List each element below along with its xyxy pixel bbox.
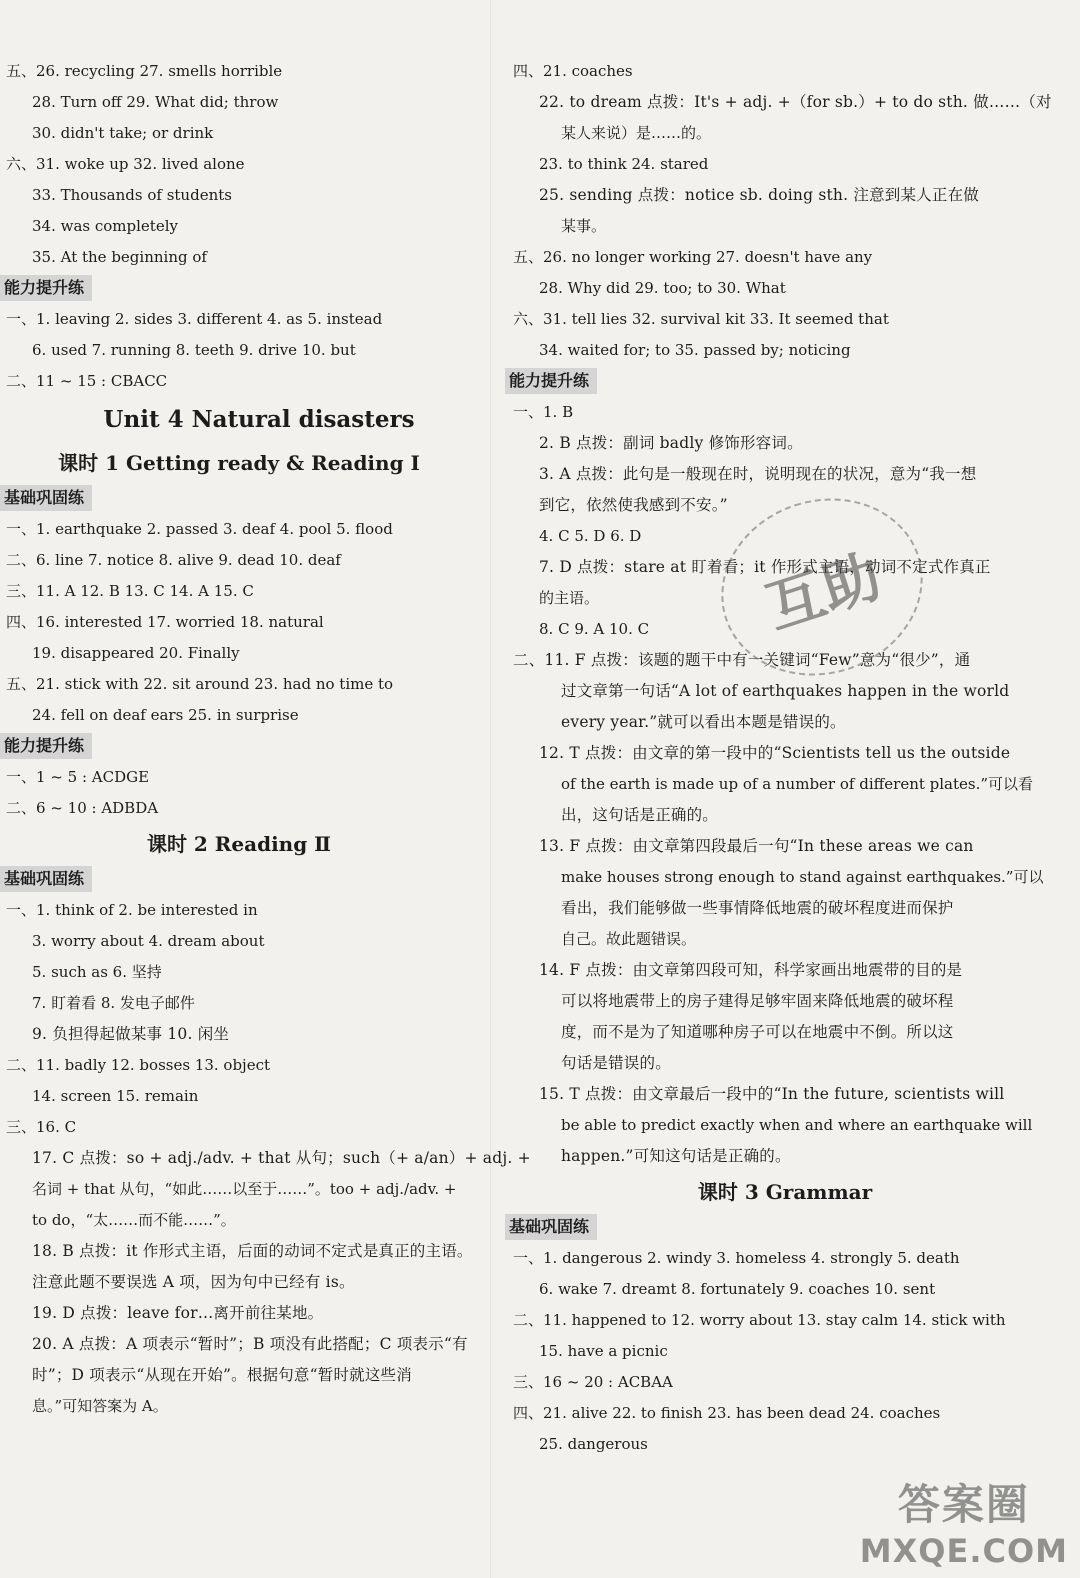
answer-line: be able to predict exactly when and where an earthquake will (561, 1116, 1033, 1134)
answer-line: 一、1 ~ 5 : ACDGE (6, 768, 150, 786)
answer-line: 看出，我们能够做一些事情降低地震的破坏程度进而保护 (561, 899, 954, 917)
answer-line: of the earth is made up of a number of different plates.”可以看 (561, 775, 1034, 793)
answer-line: 时”；D 项表示“从现在开始”。根据句意“暂时就这些消 (32, 1366, 412, 1384)
answer-line: 3. worry about 4. dream about (32, 932, 265, 950)
right-column (505, 56, 1065, 1460)
answer-line: 二、11 ~ 15 : CBACC (6, 372, 168, 390)
answer-line: 三、16 ~ 20 : ACBAA (513, 1373, 673, 1391)
section-heading: 能力提升练 (0, 275, 92, 301)
answer-line: 到它，依然使我感到不安。” (539, 496, 728, 514)
answer-line: 28. Turn off 29. What did; throw (32, 93, 279, 111)
answer-line: 五、26. recycling 27. smells horrible (6, 62, 283, 80)
answer-line: 三、16. C (6, 1118, 77, 1136)
answer-line: 自己。故此题错误。 (561, 930, 697, 948)
answer-line: 7. 盯着看 8. 发电子邮件 (32, 994, 195, 1012)
answer-line: to do，“太……而不能……”。 (32, 1211, 236, 1229)
lesson-title: 课时 2 Reading Ⅱ (146, 832, 332, 856)
answer-line: 19. D 点拨：leave for…离开前往某地。 (32, 1304, 324, 1322)
answer-line: 14. screen 15. remain (32, 1087, 199, 1105)
answer-line: 34. was completely (32, 217, 178, 235)
answer-line: 五、26. no longer working 27. doesn't have any (513, 248, 873, 266)
answer-line: 度，而不是为了知道哪种房子可以在地震中不倒。所以这 (561, 1023, 954, 1041)
answer-line: 23. to think 24. stared (539, 155, 709, 173)
answer-line: 3. A 点拨：此句是一般现在时，说明现在的状况，意为“我一想 (539, 465, 977, 483)
section-row (505, 1212, 1065, 1243)
answer-line: 名词 + that 从句，“如此……以至于……”。too + adj./adv. + (32, 1180, 457, 1198)
stamp-logo: 互助 (698, 473, 946, 702)
answer-line: 二、11. F 点拨：该题的题干中有一关键词“Few”意为“很少”，通 (513, 651, 971, 669)
section-row (0, 273, 478, 304)
section-row (0, 731, 478, 762)
answer-line: 8. C 9. A 10. C (539, 620, 650, 638)
answer-line: 35. At the beginning of (32, 248, 207, 266)
answer-line: every year.”就可以看出本题是错误的。 (561, 713, 846, 731)
unit-title: Unit 4 Natural disasters (103, 406, 415, 433)
answer-line: 二、6. line 7. notice 8. alive 9. dead 10. deaf (6, 551, 341, 569)
answer-line: 34. waited for; to 35. passed by; noticing (539, 341, 851, 359)
section-heading: 能力提升练 (0, 733, 92, 759)
answer-line: 二、11. badly 12. bosses 13. object (6, 1056, 271, 1074)
answer-line: happen.”可知这句话是正确的。 (561, 1147, 791, 1165)
answer-line: 4. C 5. D 6. D (539, 527, 642, 545)
section-row (0, 864, 478, 895)
answer-line: 6. wake 7. dreamt 8. fortunately 9. coaches 10. sent (539, 1280, 936, 1298)
answer-line: 24. fell on deaf ears 25. in surprise (32, 706, 299, 724)
answer-line: 息。”可知答案为 A。 (32, 1397, 168, 1415)
answer-line: 25. sending 点拨：notice sb. doing sth. 注意到某人正在做 (539, 186, 979, 204)
answer-line: 9. 负担得起做某事 10. 闲坐 (32, 1025, 230, 1043)
answer-line: make houses strong enough to stand against earthquakes.”可以 (561, 868, 1044, 886)
answer-line: 30. didn't take; or drink (32, 124, 214, 142)
answer-line: 句话是错误的。 (561, 1054, 671, 1072)
answer-line: 某人来说）是……的。 (561, 124, 712, 142)
answer-line: 四、21. coaches (513, 62, 633, 80)
answer-line: 13. F 点拨：由文章第四段最后一句“In these areas we can (539, 837, 974, 855)
answer-line: 6. used 7. running 8. teeth 9. drive 10. but (32, 341, 356, 359)
answer-line: 一、1. leaving 2. sides 3. different 4. as 5. instead (6, 310, 383, 328)
left-column (0, 56, 531, 1422)
answer-line: 三、11. A 12. B 13. C 14. A 15. C (6, 582, 254, 600)
watermark-url: MXQE.COM (859, 1532, 1068, 1570)
answer-line: 28. Why did 29. too; to 30. What (539, 279, 786, 297)
watermark-title: 答案圈 (897, 1480, 1030, 1529)
answer-line: 33. Thousands of students (32, 186, 232, 204)
answer-line: 5. such as 6. 坚持 (32, 963, 162, 981)
answer-line: 17. C 点拨：so + adj./adv. + that 从句；such（+ a/an）+ adj. + (32, 1149, 531, 1167)
answer-line: 18. B 点拨：it 作形式主语，后面的动词不定式是真正的主语。 (32, 1242, 473, 1260)
answer-line: 22. to dream 点拨：It's + adj. +（for sb.）+ to do sth. 做……（对 (539, 93, 1052, 111)
answer-line: 二、6 ~ 10 : ADBDA (6, 799, 159, 817)
section-row (0, 483, 478, 514)
section-heading: 基础巩固练 (505, 1214, 597, 1240)
answer-line: 20. A 点拨：A 项表示“暂时”；B 项没有此搭配；C 项表示“有 (32, 1335, 468, 1353)
answer-line: 过文章第一句话“A lot of earthquakes happen in the world (561, 682, 1010, 700)
answer-line: 一、1. think of 2. be interested in (6, 901, 258, 919)
section-heading: 基础巩固练 (0, 866, 92, 892)
answer-line: 二、11. happened to 12. worry about 13. stay calm 14. stick with (513, 1311, 1006, 1329)
lesson-title: 课时 3 Grammar (697, 1180, 873, 1204)
answer-line: 19. disappeared 20. Finally (32, 644, 240, 662)
answer-line: 14. F 点拨：由文章第四段可知，科学家画出地震带的目的是 (539, 961, 963, 979)
answer-line: 四、16. interested 17. worried 18. natural (6, 613, 324, 631)
watermark (860, 1472, 1068, 1570)
answer-line: 12. T 点拨：由文章的第一段中的“Scientists tell us the outside (539, 744, 1011, 762)
section-heading: 能力提升练 (505, 368, 597, 394)
lesson-title: 课时 1 Getting ready & Reading Ⅰ (58, 451, 420, 475)
answer-line: 25. dangerous (539, 1435, 648, 1453)
answer-line: 的主语。 (539, 589, 600, 607)
answer-line: 出，这句话是正确的。 (561, 806, 719, 824)
answer-line: 15. have a picnic (539, 1342, 668, 1360)
answer-line: 四、21. alive 22. to finish 23. has been dead 24. coaches (513, 1404, 941, 1422)
answer-line: 六、31. woke up 32. lived alone (6, 155, 245, 173)
answer-line: 注意此题不要误选 A 项，因为句中已经有 is。 (32, 1273, 355, 1291)
answer-line: 五、21. stick with 22. sit around 23. had no time to (6, 675, 394, 693)
answer-line: 7. D 点拨：stare at 盯着看；it 作形式主语，动词不定式作真正 (539, 558, 991, 576)
section-heading: 基础巩固练 (0, 485, 92, 511)
answer-line: 一、1. B (513, 403, 574, 421)
answer-line: 某事。 (561, 217, 607, 235)
column-gutter (490, 0, 491, 1578)
answer-line: 一、1. earthquake 2. passed 3. deaf 4. pool 5. flood (6, 520, 393, 538)
answer-line: 六、31. tell lies 32. survival kit 33. It seemed that (513, 310, 889, 328)
answer-line: 一、1. dangerous 2. windy 3. homeless 4. strongly 5. death (513, 1249, 960, 1267)
answer-line: 15. T 点拨：由文章最后一段中的“In the future, scientists will (539, 1085, 1005, 1103)
section-row (505, 366, 1065, 397)
answer-line: 可以将地震带上的房子建得足够牢固来降低地震的破坏程 (561, 992, 954, 1010)
answer-line: 2. B 点拨：副词 badly 修饰形容词。 (539, 434, 803, 452)
